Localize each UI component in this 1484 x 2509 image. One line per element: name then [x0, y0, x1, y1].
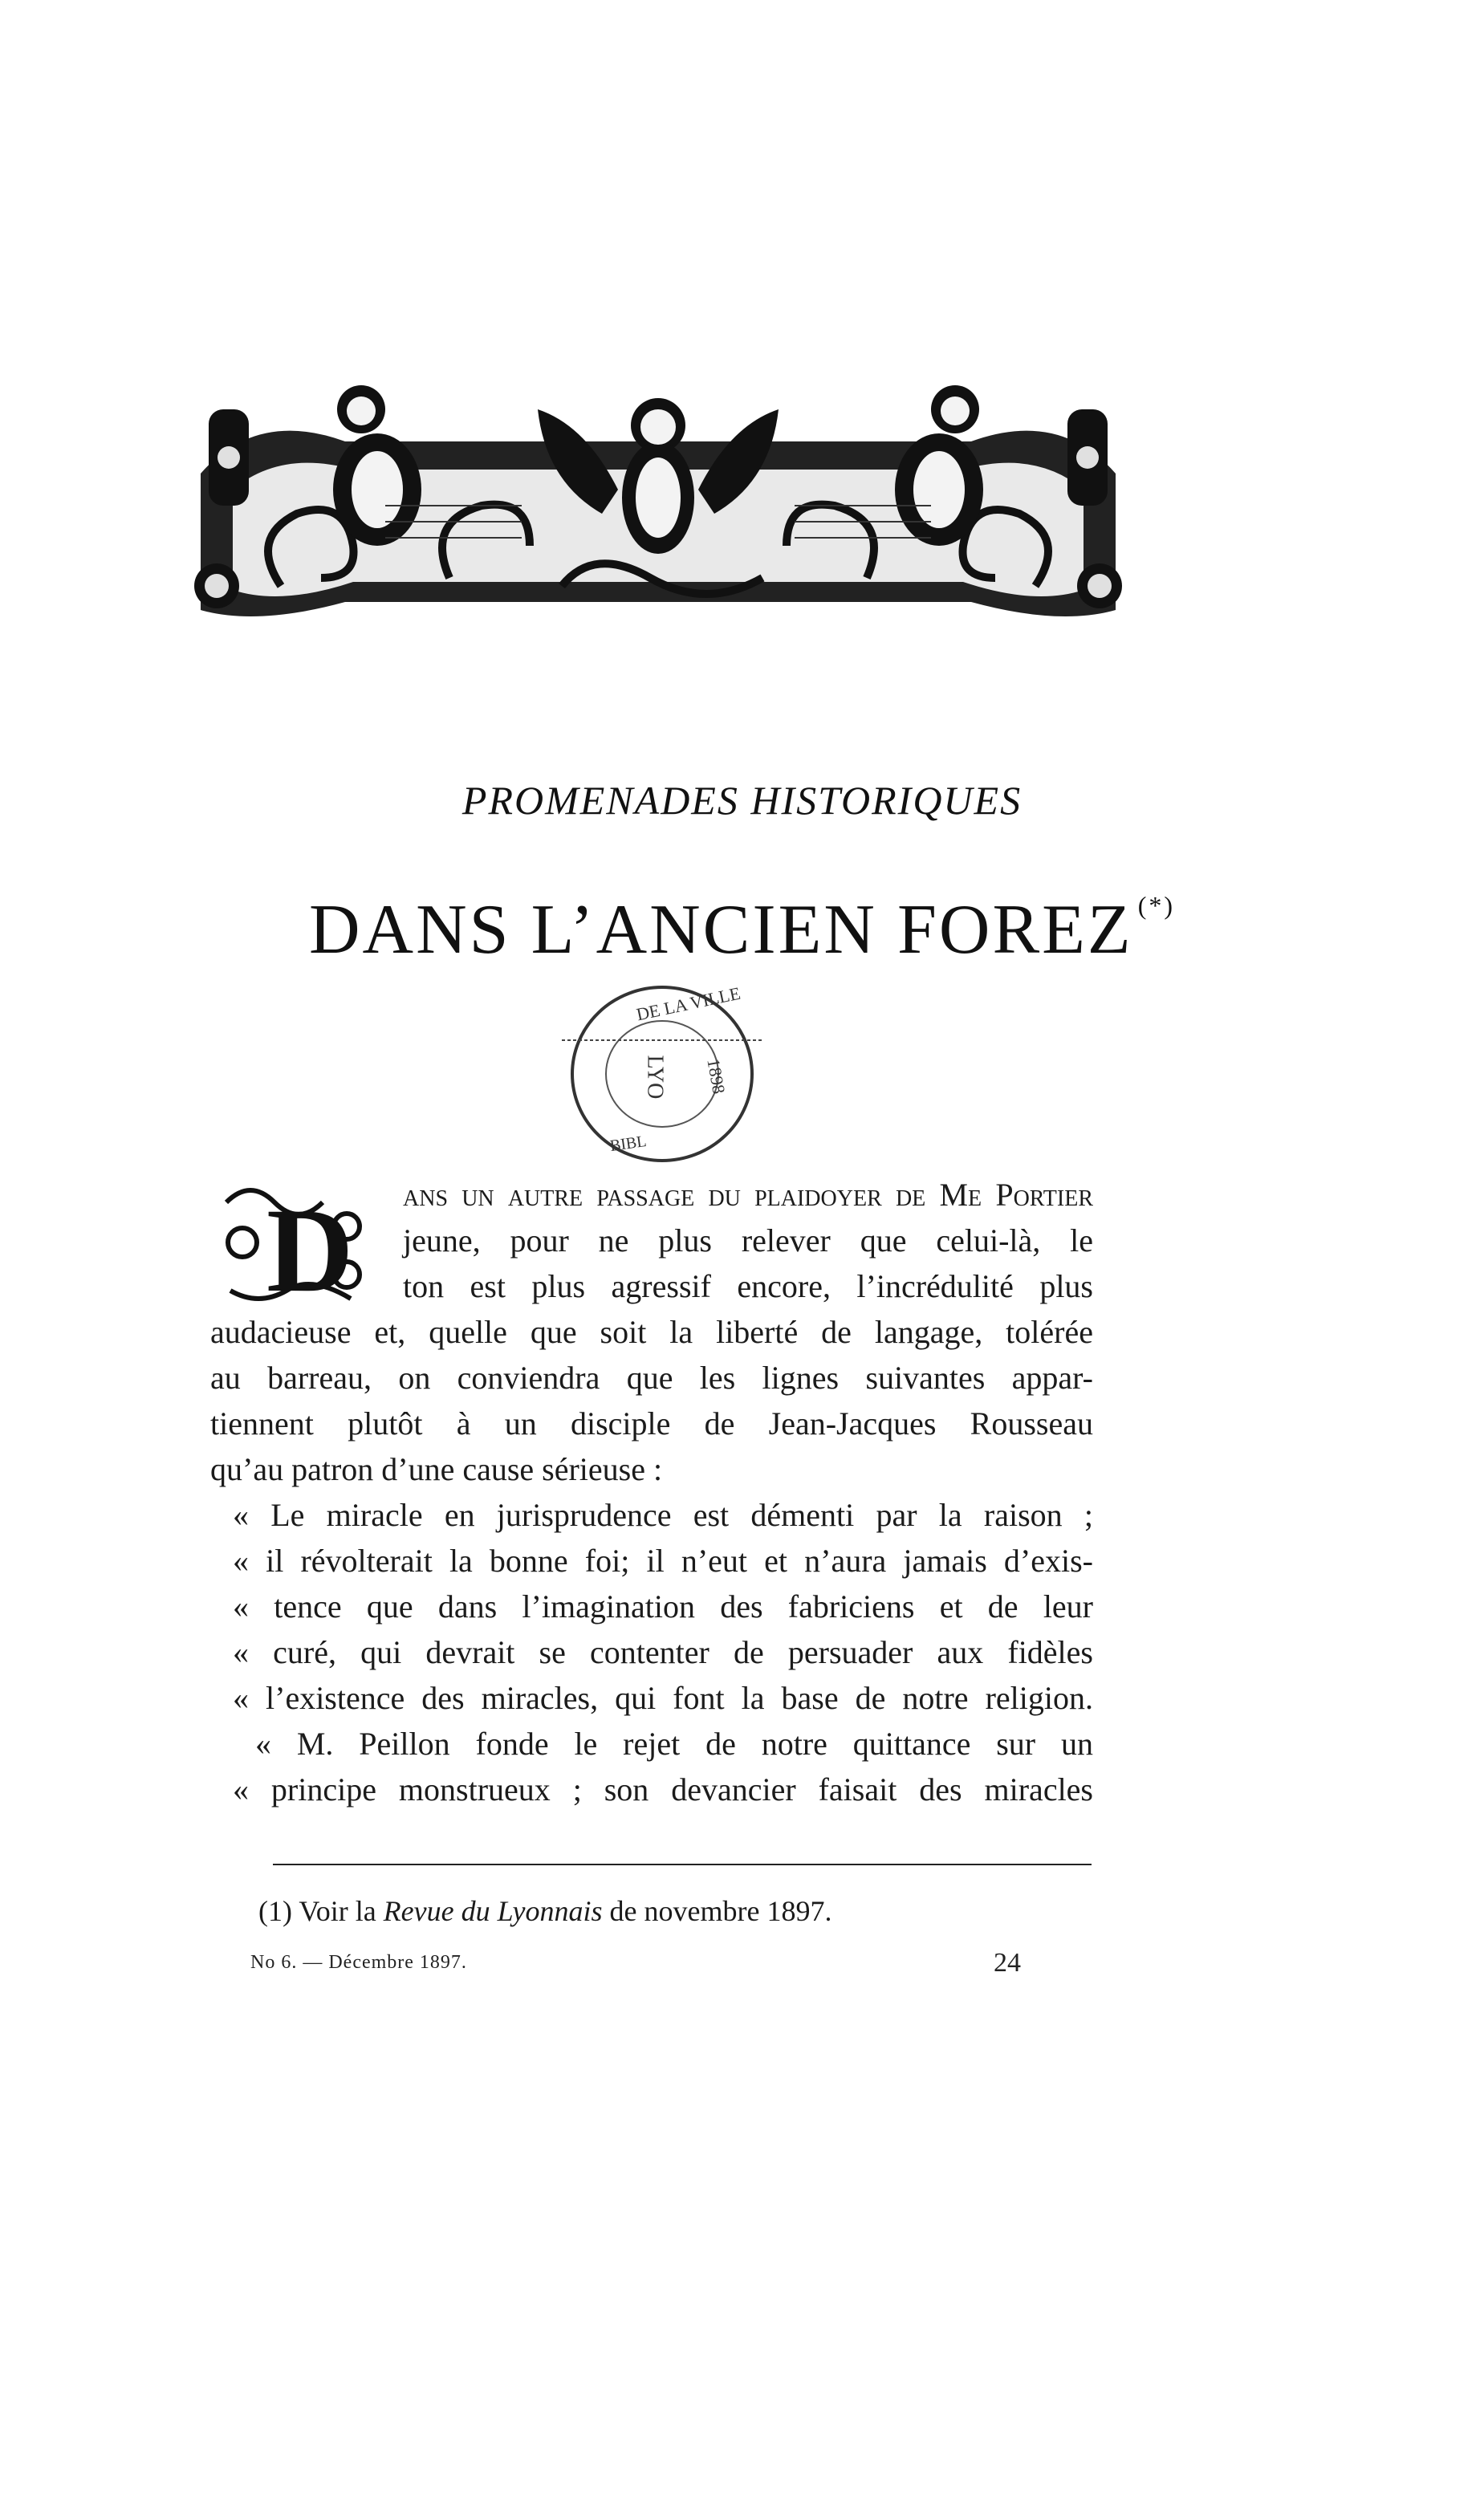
body-line-12: « l’existence des miracles, qui font la base de notre religion. — [233, 1680, 1093, 1716]
body-line-4: audacieuse et, quelle que soit la liberté de langage, tolérée — [210, 1314, 1093, 1350]
footnote — [258, 1894, 831, 1928]
body-line-8: « Le miracle en jurisprudence est démenti par la raison ; — [233, 1497, 1093, 1533]
body-line-3: ton est plus agressif encore, l’incrédulité plus — [403, 1268, 1093, 1304]
footnote-text-after: de novembre 1897. — [609, 1895, 832, 1927]
body-line-9: « il révolterait la bonne foi; il n’eut et n’aura jamais d’exis- — [233, 1543, 1093, 1579]
stamp-top-text: DE LA VILLE — [634, 982, 742, 1025]
footnote-text-before: Voir la — [299, 1895, 376, 1927]
ornamental-headpiece — [185, 377, 1132, 626]
stamp-bottom-text: BIBL — [608, 1132, 648, 1156]
body-line-11: « curé, qui devrait se contenter de persuader aux fidèles — [233, 1634, 1093, 1670]
body-line-6: tiennent plutôt à un disciple de Jean-Jacques Rousseau — [210, 1405, 1093, 1442]
stamp-number: 1898 — [703, 1057, 730, 1096]
issue-footer: No 6. — Décembre 1897. — [250, 1952, 467, 1973]
body-line-14: « principe monstrueux ; son devancier faisait des miracles — [233, 1771, 1093, 1808]
body-line-10: « tence que dans l’imagination des fabriciens et de leur — [233, 1588, 1093, 1625]
title-note-marker: (*) — [1137, 891, 1175, 920]
headpiece-engraving — [185, 377, 1132, 626]
stamp-lettering — [562, 978, 762, 1170]
footnote-number: (1) — [258, 1895, 292, 1927]
body-line-1: ans un autre passage du plaidoyer de Me Portier — [403, 1177, 1093, 1213]
footnote-divider — [273, 1864, 1092, 1865]
article-subtitle: PROMENADES HISTORIQUES — [461, 778, 1023, 823]
library-stamp — [562, 978, 762, 1170]
dropcap-letter-graphic — [210, 1178, 375, 1311]
decorated-dropcap — [210, 1178, 375, 1311]
article-body — [210, 1172, 1093, 1812]
dropcap-letter: D — [266, 1184, 354, 1311]
body-line-2: jeune, pour ne plus relever que celui-là, le — [403, 1222, 1093, 1259]
body-line-13: « M. Peillon fonde le rejet de notre quittance sur un — [255, 1726, 1093, 1762]
stamp-center-text: LYO — [642, 1055, 668, 1100]
article-title-text: DANS L’ANCIEN FOREZ — [309, 891, 1133, 969]
article-title — [0, 889, 1484, 970]
body-line-5: au barreau, on conviendra que les lignes suivantes appar- — [210, 1360, 1093, 1396]
body-line-7: qu’au patron d’une cause sérieuse : — [210, 1451, 663, 1487]
signature-mark: 24 — [994, 1948, 1021, 1978]
footnote-journal: Revue du Lyonnais — [383, 1895, 603, 1927]
